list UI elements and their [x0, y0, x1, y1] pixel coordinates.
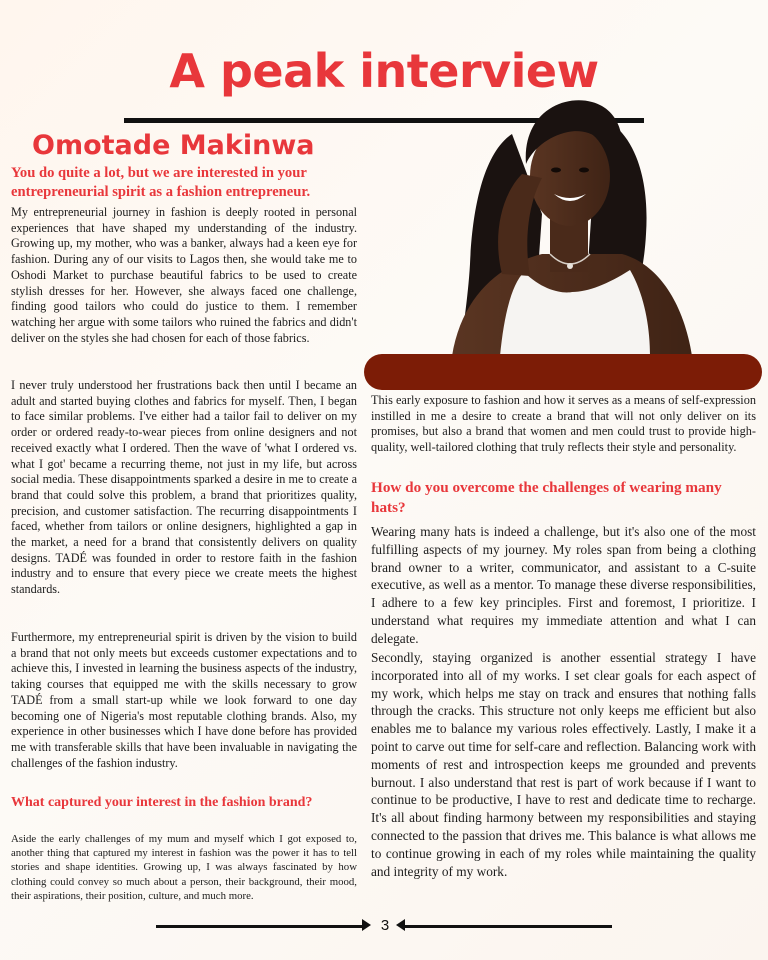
decorative-bar — [364, 354, 762, 390]
question-entrepreneurial-spirit: You do quite a lot, but we are interested in your entrepreneurial spirit as a fashion entrepreneur. — [11, 165, 311, 200]
answer-paragraph: Secondly, staying organized is another essential strategy I have incorporated into all of my works. I set clear goals for each aspect of my work, which helps me stay on track and ensures that nothing falls through the cracks. This structure not only keeps me efficient but also enables me to balance my various roles effectively. Lastly, I make it a point to carve out time for self-care and reflection. Balancing work with moments of rest and introspection keeps me grounded and prevents burnout. I also understand that rest is part of work because if I want to continue to be productive, I have to rest and dedicate time to recharge. It's all about finding harmony between my responsibilities and staying connected to the passion that drives me. This balance is what allows me to continue growing in each of my roles while maintaining the quality and integrity of my work. — [371, 650, 756, 879]
portrait-photo — [392, 94, 732, 356]
arrow-right-icon — [362, 919, 371, 931]
question-fashion-interest: What captured your interest in the fashion brand? — [11, 795, 313, 810]
answer-paragraph: I never truly understood her frustrations back then until I became an adult and started buying clothes and fabrics for myself. Then, I began to face similar problems. I've either had a tailor fail to deliver on my order or ordered ready-to-wear pieces from online designers and not received exactly what I ordered. Then the wave of 'what I ordered vs. what I got' became a recurring theme, not just in my life, but across social media. These disappointments sparked a desire in me to create a brand that could solve this problem, a brand that prioritizes quality, precision, and customer satisfaction. The recurring disappointments I faced, whether from tailors or online designers, highlighted a gap in the market, a need for a brand that consistently delivers on quality designs. TADÉ was founded in order to restore faith in the fashion industry and to ensure that every piece we create meets the highest standards. — [11, 378, 357, 597]
answer-paragraph: This early exposure to fashion and how it serves as a means of self-expression instilled in me a desire to create a brand that will not only deliver on its promises, but also a brand that women and men could trust to provide high-quality, well-tailored clothing that truly reflects their style and personality. — [371, 393, 756, 455]
footer-line-right — [402, 925, 612, 928]
answer-paragraph: Furthermore, my entrepreneurial spirit is driven by the vision to build a brand that not only meets but exceeds customer expectations and to achieve this, I invested in learning the business aspects of the industry, taking courses that equipped me with the skills necessary to grow TADÉ from a small start-up while we look forward to one day becoming one of Nigeria's most reputable clothing brands. Also, my experience in other businesses which I have done before has provided me with transferable skills that have been invaluable in navigating the challenges of the fashion industry. — [11, 630, 357, 770]
page-title: A peak interview — [169, 44, 599, 98]
page-number: 3 — [380, 917, 390, 934]
answer-paragraph: Aside the early challenges of my mum and myself which I got exposed to, another thing that captured my interest in fashion was the power it has to tell stories and shape identities. Growing up, I was always fascinated by how clothing could convey so much about a person, their background, their mood, their aspirations, their position, culture, and much more. — [11, 833, 357, 902]
question-many-hats: How do you overcome the challenges of wearing many hats? — [371, 479, 722, 516]
answer-paragraph: Wearing many hats is indeed a challenge, but it's also one of the most fulfilling aspects of my journey. My roles span from being a clothing brand owner to a writer, communicator, and assistant to a C-suite executive, as well as a mentor. To manage these diverse responsibilities, I adhere to a few key principles. First and foremost, I prioritize. I understand what requires my immediate attention and what I can delegate. — [371, 524, 756, 646]
footer-line-left — [156, 925, 366, 928]
answer-paragraph: My entrepreneurial journey in fashion is deeply rooted in personal experiences that have shaped my understanding of the industry. Growing up, my mother, who was a banker, always had a keen eye for fashion. During any of our visits to Lagos then, she would take me to Oshodi Market to purchase beautiful fabrics to be used to create stylish dresses for her. However, she always faced one challenge, finding good tailors who could do justice to them. I remember watching her argue with some tailors who ruined the fabrics and didn't deliver on the styles she had chosen for each of those fabrics. — [11, 205, 357, 345]
interviewee-name: Omotade Makinwa — [32, 130, 315, 161]
